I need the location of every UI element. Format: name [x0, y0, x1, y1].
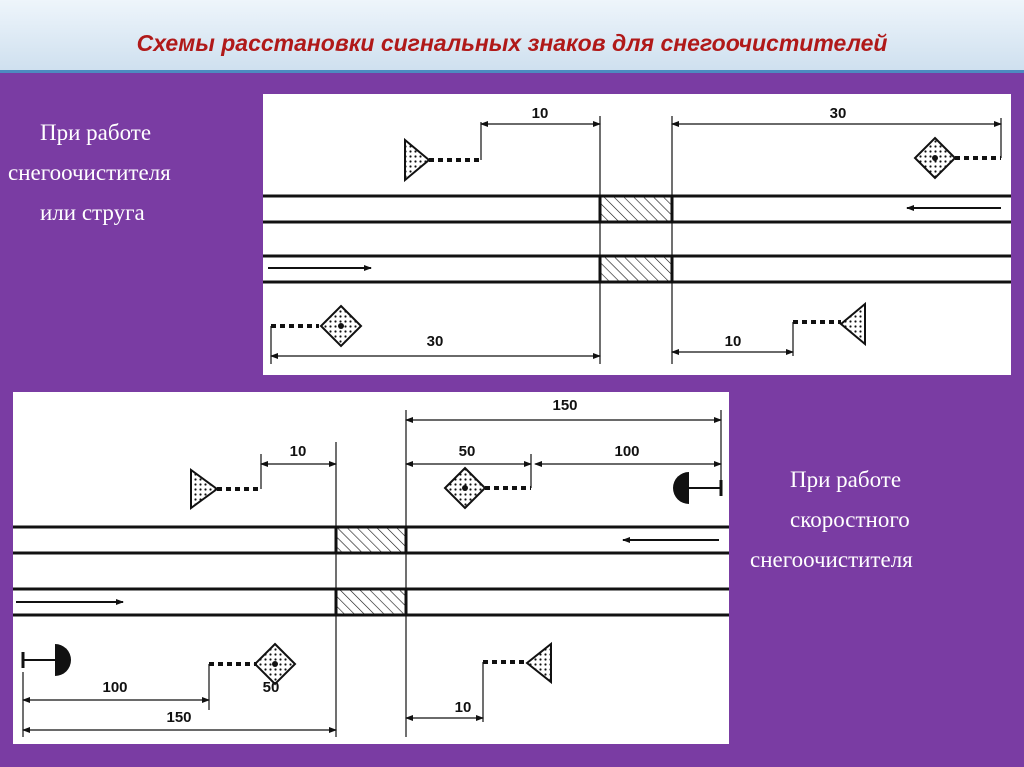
half-disc-sign-icon — [673, 472, 721, 504]
dimension-label: 10 — [289, 443, 307, 460]
dimension-label: 10 — [454, 699, 472, 716]
caption-plow — [8, 113, 171, 233]
slide-title: Схемы расстановки сигнальных знаков для снегоочистителей — [136, 30, 888, 56]
dimension-label: 100 — [102, 679, 128, 696]
dimension-label: 10 — [724, 333, 742, 350]
diamond-sign-icon — [271, 306, 361, 364]
crossing-lower — [336, 589, 406, 615]
triangle-sign-icon — [793, 304, 865, 356]
triangle-sign-icon — [191, 454, 261, 508]
diamond-sign-icon — [445, 454, 531, 508]
caption-high-speed — [750, 460, 913, 580]
dimension-label: 50 — [458, 443, 476, 460]
dimension-label: 30 — [426, 333, 444, 350]
crossing-upper — [336, 527, 406, 553]
half-disc-sign-icon — [23, 644, 71, 737]
diagram-plow — [263, 94, 1011, 375]
dimension-label: 150 — [166, 709, 192, 726]
dimension-label: 10 — [531, 105, 549, 122]
diamond-sign-icon — [915, 118, 1001, 178]
slide-header — [0, 0, 1024, 73]
caption-line: снегоочистителя — [750, 547, 913, 572]
caption-line: или струга — [40, 200, 145, 225]
triangle-sign-icon — [405, 122, 481, 180]
dimension-label: 30 — [829, 105, 847, 122]
diagram-high-speed — [13, 392, 729, 744]
caption-line: При работе — [40, 120, 152, 145]
crossing-lower — [600, 256, 672, 282]
caption-line: При работе — [790, 467, 902, 492]
triangle-sign-icon — [483, 644, 551, 722]
dimension-label: 50 — [262, 679, 280, 696]
dimension-label: 150 — [552, 397, 578, 414]
caption-line: снегоочистителя — [8, 160, 171, 185]
diamond-sign-icon — [209, 644, 295, 710]
caption-line: скоростного — [790, 507, 910, 532]
dimension-label: 100 — [614, 443, 640, 460]
crossing-upper — [600, 196, 672, 222]
